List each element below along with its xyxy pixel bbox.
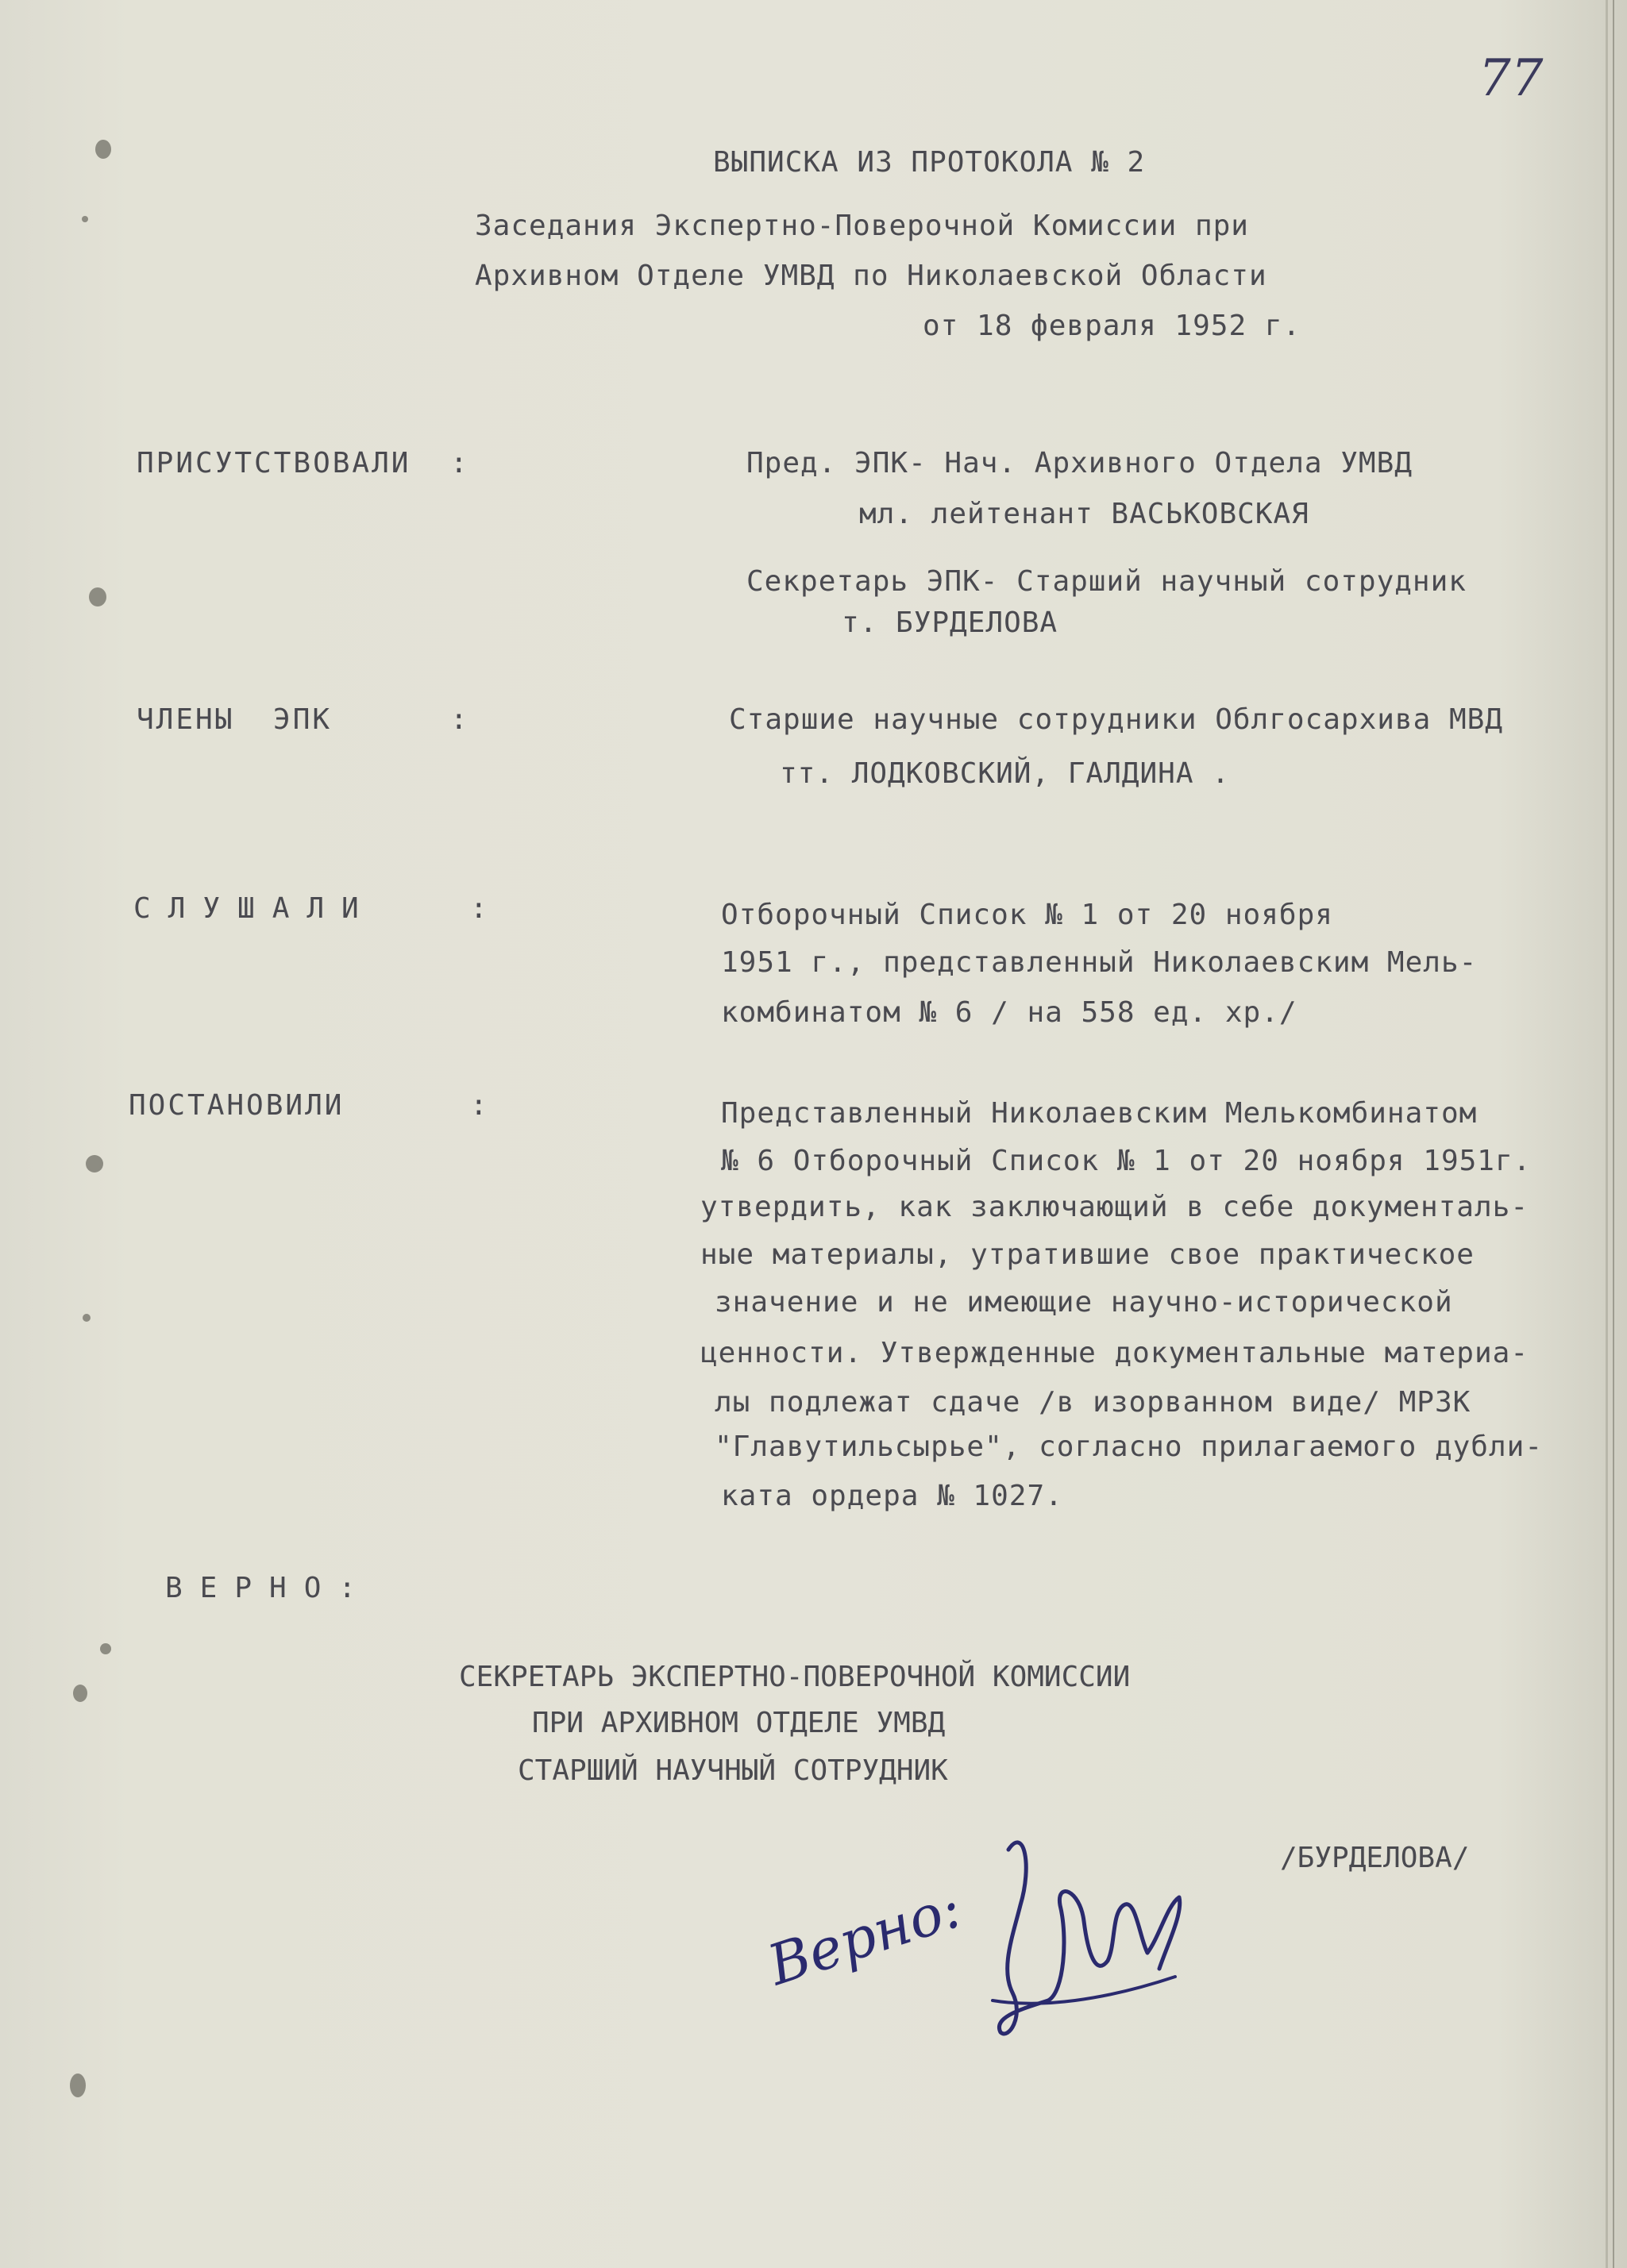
present-line: т. БУРДЕЛОВА	[842, 606, 1058, 639]
resolved-line: значение и не имеющие научно-исторической	[715, 1286, 1453, 1319]
members-line: Старшие научные сотрудники Облгосархива МВД	[729, 703, 1503, 736]
section-label-resolved: ПОСТАНОВИЛИ	[129, 1089, 345, 1122]
signatory-line: ПРИ АРХИВНОМ ОТДЕЛЕ УМВД	[532, 1707, 946, 1739]
signatory-name: /БУРДЕЛОВА/	[1280, 1842, 1470, 1874]
binding-hole	[82, 216, 88, 222]
header-date: от 18 февраля 1952 г.	[923, 310, 1301, 342]
section-colon: :	[470, 1089, 488, 1122]
header-line-2: Архивном Отделе УМВД по Николаевской Области	[475, 260, 1267, 292]
signatory-line: СТАРШИЙ НАУЧНЫЙ СОТРУДНИК	[518, 1754, 948, 1787]
resolved-line: утвердить, как заключающий в себе документаль-	[700, 1191, 1529, 1223]
resolved-line: "Главутильсырье", согласно прилагаемого дубли-	[715, 1430, 1543, 1463]
binding-hole	[100, 1643, 111, 1654]
resolved-line: лы подлежат сдаче /в изорванном виде/ МРЗК	[715, 1386, 1471, 1419]
binding-hole	[83, 1314, 91, 1322]
handwritten-signature	[977, 1818, 1199, 2056]
heard-line: Отборочный Список № 1 от 20 ноября	[721, 899, 1333, 931]
header-line-1: Заседания Экспертно-Поверочной Комиссии при	[475, 210, 1249, 242]
section-label-members: ЧЛЕНЫ ЭПК	[137, 703, 333, 736]
handwritten-note: Верно:	[760, 1874, 970, 1999]
section-colon: :	[470, 892, 488, 925]
present-line: мл. лейтенант ВАСЬКОВСКАЯ	[859, 498, 1309, 530]
section-label-heard: СЛУШАЛИ	[133, 892, 376, 925]
binding-hole	[73, 1685, 87, 1702]
signatory-line: СЕКРЕТАРЬ ЭКСПЕРТНО-ПОВЕРОЧНОЙ КОМИССИИ	[459, 1661, 1131, 1693]
binding-hole	[70, 2074, 86, 2097]
present-line: Секретарь ЭПК- Старший научный сотрудник	[746, 565, 1467, 598]
page-number: 77	[1479, 49, 1544, 108]
page-edge-shadow	[1613, 0, 1614, 2268]
resolved-line: Представленный Николаевским Мелькомбинатом	[721, 1097, 1478, 1130]
members-line: тт. ЛОДКОВСКИЙ, ГАЛДИНА .	[780, 757, 1230, 790]
heard-line: 1951 г., представленный Николаевским Мель-	[721, 946, 1478, 979]
present-line: Пред. ЭПК- Нач. Архивного Отдела УМВД	[746, 447, 1413, 479]
binding-hole	[95, 140, 111, 159]
resolved-line: ката ордера № 1027.	[721, 1480, 1063, 1512]
resolved-line: ные материалы, утратившие свое практическое	[700, 1238, 1475, 1271]
section-colon: :	[450, 703, 468, 736]
binding-hole	[89, 587, 106, 606]
section-label-present: ПРИСУТСТВОВАЛИ	[137, 447, 411, 479]
resolved-line: ценности. Утвержденные документальные материа-	[700, 1337, 1529, 1369]
document-title: ВЫПИСКА ИЗ ПРОТОКОЛА № 2	[713, 146, 1146, 179]
binding-hole	[86, 1155, 103, 1173]
heard-line: комбинатом № 6 / на 558 ед. хр./	[721, 996, 1297, 1029]
certified-label: ВЕРНО:	[165, 1572, 374, 1604]
page-edge	[1606, 0, 1608, 2268]
section-colon: :	[450, 447, 468, 479]
resolved-line: № 6 Отборочный Список № 1 от 20 ноября 1951г.	[721, 1145, 1532, 1177]
